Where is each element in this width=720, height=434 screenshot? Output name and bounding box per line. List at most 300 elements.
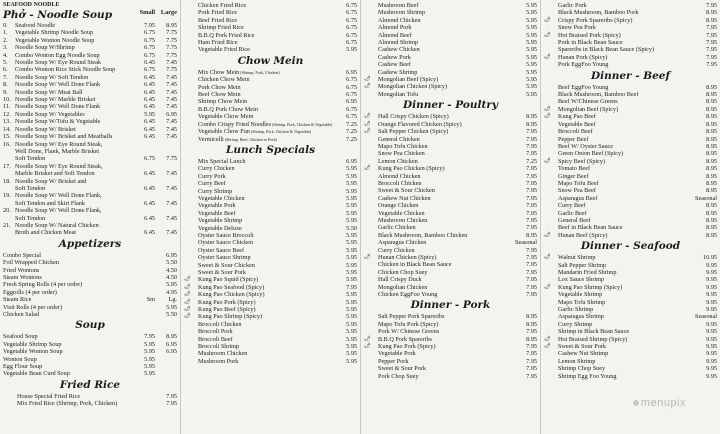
menu-item-price: 6.75 bbox=[346, 2, 357, 9]
spicy-pepper-icon: 🌶 bbox=[364, 166, 371, 172]
menu-item-row bbox=[364, 83, 537, 90]
menu-item-row bbox=[184, 84, 357, 91]
price-small: 6.45 bbox=[144, 118, 155, 126]
menu-item-price: 5.95 bbox=[346, 254, 357, 262]
spacer bbox=[184, 247, 198, 254]
menu-item-price: 10.95 bbox=[703, 254, 717, 262]
menu-item-name: Pepper Beef bbox=[558, 135, 589, 143]
menu-item-price: 5.95 bbox=[346, 231, 357, 239]
menu-item-price: 9.95 bbox=[706, 269, 717, 276]
menu-item-price: 8.95 bbox=[706, 209, 717, 217]
menu-item-price: 7.95 bbox=[706, 24, 717, 32]
menu-item-row bbox=[364, 232, 537, 239]
menu-item-name: B.B.Q Pork Spareribs bbox=[378, 335, 432, 343]
menu-item-row bbox=[544, 165, 717, 172]
pho-item-name: Combo Wonton Rice Stick Noodle Soup bbox=[15, 66, 116, 74]
appetizer-size: Sm bbox=[146, 296, 155, 304]
menu-column-2 bbox=[180, 0, 360, 434]
menu-item-row bbox=[364, 350, 537, 357]
menu-item-price: 5.95 bbox=[346, 261, 357, 269]
menu-item-row bbox=[364, 150, 537, 157]
menu-item-price: 5.50 bbox=[346, 224, 357, 232]
menu-item-name: Almond Beef bbox=[378, 31, 412, 39]
menu-item-name: Salt Pepper Shrimp bbox=[558, 261, 607, 269]
menu-item-name: Chicken Chow Mein bbox=[198, 76, 250, 84]
menu-item-price: 8.95 bbox=[706, 128, 717, 136]
spacer bbox=[544, 313, 558, 320]
menu-item-row bbox=[364, 291, 537, 298]
spicy-pepper-icon: 🌶 bbox=[544, 54, 551, 60]
menu-item-price: Seasonal bbox=[695, 313, 717, 321]
menu-item-name: Kung Pao Pork (Spicy) bbox=[378, 343, 436, 351]
menu-item-row bbox=[544, 343, 717, 350]
dinner-poultry-list bbox=[364, 113, 537, 298]
menu-item-price: 7.25 bbox=[526, 157, 537, 165]
spacer bbox=[184, 225, 198, 232]
menu-item-row bbox=[364, 373, 537, 380]
dinner-beef-list bbox=[544, 84, 717, 240]
menu-item-name: Mongolian Beef (Spicy) bbox=[558, 105, 619, 113]
menu-item-row bbox=[184, 306, 357, 313]
menu-item-row bbox=[364, 76, 537, 83]
spacer bbox=[184, 202, 198, 209]
menu-item-name: Hot Braised Pork (Spicy) bbox=[558, 31, 621, 39]
soup-price-small: 7.95 bbox=[144, 333, 155, 341]
menu-item-name: Green Onion Beef (Spicy) bbox=[558, 150, 624, 158]
spacer bbox=[544, 195, 558, 202]
watermark-logo-icon bbox=[633, 400, 639, 406]
pho-item-row bbox=[3, 229, 177, 236]
menu-item-price: 7.95 bbox=[526, 224, 537, 232]
menu-item-row bbox=[364, 136, 537, 143]
menu-item-price: 7.95 bbox=[526, 261, 537, 269]
menu-item-row bbox=[544, 158, 717, 165]
menu-item-row bbox=[544, 365, 717, 372]
spacer bbox=[364, 217, 378, 224]
spacer bbox=[364, 24, 378, 31]
pho-item-name: Soft Tendon bbox=[15, 155, 46, 163]
menu-item-name: Curry Shrimp bbox=[558, 320, 593, 328]
pho-item-number bbox=[3, 148, 15, 155]
menu-item-name: B.B.Q Pork Chow Mein bbox=[198, 105, 258, 113]
menu-item-name: Chicken Chop Suey bbox=[378, 268, 428, 276]
menu-item-name: Shrimp Egg Foo Young bbox=[558, 372, 617, 380]
menu-item-name: Kung Pao Beef bbox=[558, 113, 596, 121]
menu-item-price: 9.95 bbox=[706, 320, 717, 328]
spacer bbox=[544, 291, 558, 298]
menu-item-price: 6.75 bbox=[346, 83, 357, 91]
menu-item-row bbox=[544, 306, 717, 313]
menu-item-row bbox=[364, 32, 537, 39]
menu-item-price: 6.75 bbox=[346, 9, 357, 17]
menu-item-price: 8.95 bbox=[706, 142, 717, 150]
appetizer-name: Visit Rolls (4 per order) bbox=[3, 303, 63, 311]
menu-item-name: Oyster Sauce Broccoli bbox=[198, 231, 254, 239]
pho-item-row bbox=[3, 163, 177, 170]
spacer bbox=[364, 284, 378, 291]
menu-item-price: 5.95 bbox=[346, 320, 357, 328]
menu-item-price: 9.95 bbox=[706, 283, 717, 291]
spacer bbox=[544, 262, 558, 269]
menu-column-3 bbox=[360, 0, 540, 434]
menu-item-price: 5.95 bbox=[346, 335, 357, 343]
appetizer-row bbox=[3, 296, 177, 303]
spicy-pepper-icon: 🌶 bbox=[364, 255, 371, 260]
pho-item-row bbox=[3, 37, 177, 44]
menu-item-price: 6.75 bbox=[346, 113, 357, 121]
spacer bbox=[184, 254, 198, 261]
appetizer-row bbox=[3, 311, 177, 318]
menu-item-price: 7.95 bbox=[526, 350, 537, 358]
spacer bbox=[184, 17, 198, 24]
menu-item-name: Curry Shrimp bbox=[198, 187, 233, 195]
menu-item-row bbox=[364, 128, 537, 135]
dinner-seafood-list bbox=[544, 254, 717, 380]
pho-header-row bbox=[3, 9, 177, 22]
appetizer-price: 5.95 bbox=[166, 281, 177, 289]
menu-item-name: Cashew Chicken bbox=[378, 46, 420, 54]
menu-item-name: Mapo Tofu Chicken bbox=[378, 142, 428, 150]
spacer bbox=[544, 373, 558, 380]
menu-item-row bbox=[184, 98, 357, 105]
pho-item-name: Noodle Soup W/ Marble Brisket bbox=[15, 96, 96, 104]
menu-item-price: 8.95 bbox=[706, 150, 717, 158]
pho-item-name: Noodle Soup W/ Eye Round Steak, bbox=[15, 140, 103, 148]
menu-item-row bbox=[544, 210, 717, 217]
menu-item-row bbox=[364, 343, 537, 350]
menu-item-name: Orange Chicken bbox=[378, 202, 419, 210]
price-large: 7.45 bbox=[166, 59, 177, 67]
lunch-specials-section-title: Lunch Specials bbox=[225, 143, 316, 156]
menu-item-name: Chicken Fried Rice bbox=[198, 2, 247, 9]
appetizer-name: Foil Wrapped Chicken bbox=[3, 259, 60, 267]
menu-item-price: 5.95 bbox=[346, 246, 357, 254]
menu-item-price: 6.75 bbox=[346, 39, 357, 47]
appetizer-size bbox=[133, 259, 155, 266]
spacer bbox=[364, 180, 378, 187]
price-small bbox=[133, 178, 155, 185]
menu-item-row bbox=[184, 350, 357, 357]
price-small: 6.75 bbox=[144, 155, 155, 163]
menu-item-row bbox=[544, 136, 717, 143]
menu-item-row bbox=[184, 202, 357, 209]
menu-item-name: Shrimp in Black Bean Sauce bbox=[558, 328, 630, 336]
menu-item-price: 7.95 bbox=[526, 135, 537, 143]
menu-item-row bbox=[544, 121, 717, 128]
spacer bbox=[184, 39, 198, 46]
menu-item-row bbox=[184, 336, 357, 343]
pho-item-row bbox=[3, 155, 177, 162]
soup-row bbox=[3, 348, 177, 355]
menu-item-row bbox=[364, 358, 537, 365]
menu-item-price: 5.95 bbox=[526, 31, 537, 39]
menu-item-name: Kung Pao Shrimp (Spicy) bbox=[558, 283, 623, 291]
spicy-pepper-icon: 🌶 bbox=[364, 129, 371, 135]
spicy-pepper-icon: 🌶 bbox=[184, 277, 191, 283]
price-large: 7.45 bbox=[166, 96, 177, 104]
menu-item-row bbox=[184, 269, 357, 276]
menu-item-name: Sweet & Sour Chicken bbox=[378, 187, 435, 195]
price-small bbox=[133, 163, 155, 170]
pho-item-row bbox=[3, 148, 177, 155]
menu-item-name: Mapo Tofu Pork (Spicy) bbox=[378, 320, 439, 328]
soup-name: Seafood Soup bbox=[3, 333, 38, 341]
spicy-pepper-icon: 🌶 bbox=[544, 32, 551, 38]
menu-item-name: Asparagus Beef bbox=[558, 194, 598, 202]
menu-item-name: Asparagus Shrimp bbox=[558, 313, 604, 321]
spicy-pepper-icon: 🌶 bbox=[184, 292, 191, 298]
menu-item-row bbox=[364, 39, 537, 46]
menu-item-price: 9.95 bbox=[706, 276, 717, 284]
appetizer-name: Chicken Salad bbox=[3, 311, 39, 319]
pho-item-number: 3. bbox=[3, 44, 8, 52]
spacer bbox=[544, 9, 558, 16]
menu-item-row bbox=[184, 210, 357, 217]
spacer bbox=[364, 291, 378, 298]
appetizer-size bbox=[133, 267, 155, 274]
menu-item-row bbox=[364, 254, 537, 261]
menu-item-row bbox=[184, 158, 357, 165]
menu-item-row bbox=[544, 202, 717, 209]
menu-item-name: Broccoli Shrimp bbox=[198, 343, 240, 351]
spacer bbox=[364, 187, 378, 194]
pho-item-row bbox=[3, 178, 177, 185]
menu-item-price: 7.95 bbox=[526, 276, 537, 284]
pho-item-row bbox=[3, 89, 177, 96]
soup-price-small: 5.95 bbox=[144, 340, 155, 348]
menu-item-name: Walnut Shrimp bbox=[558, 254, 596, 262]
pho-item-number: 21. bbox=[3, 221, 11, 229]
menu-item-price: 7.95 bbox=[526, 365, 537, 373]
menu-item-name: Shrimp Chow Mein bbox=[198, 98, 248, 106]
appetizer-row bbox=[3, 252, 177, 259]
menu-item-name: Lox Sauce Shrimp bbox=[558, 276, 605, 284]
appetizers-section-title: Appetizers bbox=[58, 237, 122, 250]
menu-item-row bbox=[544, 321, 717, 328]
menu-item-name: Hall Crispy Duck bbox=[378, 276, 422, 284]
menu-item-row bbox=[364, 143, 537, 150]
menu-item-name: Mix Chow Mein (Shrimp, Pork, Chicken) bbox=[198, 68, 280, 76]
spacer bbox=[184, 24, 198, 31]
pho-item-name: Vegetable Wonton Noodle Soup bbox=[15, 36, 95, 44]
spacer bbox=[364, 202, 378, 209]
menu-item-price: 7.95 bbox=[706, 2, 717, 9]
menu-item-row bbox=[3, 393, 177, 400]
menu-item-price: 7.95 bbox=[526, 291, 537, 299]
menu-item-price: 7.95 bbox=[706, 53, 717, 61]
price-large: 7.45 bbox=[166, 88, 177, 96]
menu-item-row bbox=[364, 202, 537, 209]
menu-item-price: 7.25 bbox=[346, 128, 357, 136]
menu-item-row bbox=[184, 358, 357, 365]
appetizer-price: 5.50 bbox=[166, 259, 177, 267]
menu-item-row bbox=[364, 187, 537, 194]
menu-item-row bbox=[184, 91, 357, 98]
menu-item-name: Curry Beef bbox=[558, 202, 586, 210]
menu-item-price: 7.95 bbox=[526, 254, 537, 261]
seafood-noodle-heading: SEAFOOD NOODLE bbox=[3, 2, 60, 8]
pho-item-name: Vegetable Shrimp Noodle Soup bbox=[15, 29, 94, 37]
menu-item-name: Chicken in Black Bean Sauce bbox=[378, 261, 452, 269]
menu-item-price: 8.95 bbox=[706, 224, 717, 232]
lunch-specials-list bbox=[184, 158, 357, 365]
menu-item-name: Pork Chop Suey bbox=[378, 372, 419, 380]
appetizer-row bbox=[3, 267, 177, 274]
menu-item-row bbox=[544, 98, 717, 105]
spacer bbox=[544, 210, 558, 217]
price-small bbox=[133, 141, 155, 148]
menu-item-name: Spareribs in Black Bean Sauce (Spicy) bbox=[558, 46, 655, 54]
menu-item-name: Shrimp Chop Suey bbox=[558, 365, 606, 373]
menu-item-price: 7.95 bbox=[526, 165, 537, 173]
pho-item-row bbox=[3, 215, 177, 222]
spacer bbox=[544, 173, 558, 180]
menu-item-name: Oyster Sauce Shrimp bbox=[198, 254, 251, 262]
appetizer-name: Fresh Spring Rolls (4 per order) bbox=[3, 281, 83, 289]
menu-item-price: 8.95 bbox=[706, 16, 717, 24]
menu-item-row bbox=[184, 32, 357, 39]
spicy-pepper-icon: 🌶 bbox=[184, 299, 191, 305]
pho-item-number: 2. bbox=[3, 36, 8, 44]
menu-item-row bbox=[544, 254, 717, 261]
price-large: 7.45 bbox=[166, 103, 177, 111]
menu-item-row bbox=[364, 121, 537, 128]
menu-item-price: 8.95 bbox=[706, 165, 717, 173]
menu-item-price: 6.75 bbox=[346, 105, 357, 113]
menu-item-name: Mix Special Lunch bbox=[198, 157, 246, 165]
price-large: 7.75 bbox=[166, 66, 177, 74]
menu-item-price: 7.95 bbox=[526, 128, 537, 136]
spacer bbox=[544, 165, 558, 172]
menu-item-row bbox=[184, 165, 357, 172]
price-large: 7.45 bbox=[166, 81, 177, 89]
menu-item-price: 5.95 bbox=[346, 276, 357, 284]
menu-item-row bbox=[544, 328, 717, 335]
appetizer-price: 5.50 bbox=[166, 311, 177, 319]
price-large: 7.45 bbox=[166, 199, 177, 207]
spacer bbox=[544, 180, 558, 187]
watermark-text: menupix bbox=[640, 397, 686, 409]
menu-item-price: 9.95 bbox=[706, 343, 717, 351]
pho-item-row bbox=[3, 59, 177, 66]
appetizer-size bbox=[133, 281, 155, 288]
spacer bbox=[184, 180, 198, 187]
menu-item-name: Almond Shrimp bbox=[378, 39, 419, 47]
pho-item-number: 9. bbox=[3, 88, 8, 96]
appetizer-price: 6.95 bbox=[166, 251, 177, 259]
menu-item-name: Salt Pepper Pork Spareribs bbox=[378, 313, 445, 321]
menu-item-name: Sweet & Sour Pork bbox=[198, 269, 246, 276]
spacer bbox=[184, 336, 198, 343]
spacer bbox=[364, 365, 378, 372]
pho-item-number bbox=[3, 200, 15, 207]
pho-item-number bbox=[3, 229, 15, 236]
pho-item-name: Noodle Soup W/ Meat Ball bbox=[15, 88, 83, 96]
spacer bbox=[364, 2, 378, 9]
pho-item-name: Noodle Soup W/ Well Done Flank, bbox=[15, 207, 102, 215]
menu-item-price: 6.95 bbox=[346, 157, 357, 165]
appetizer-price: 4.95 bbox=[166, 288, 177, 296]
menu-item-price: 5.95 bbox=[526, 61, 537, 69]
menu-item-name: Cashew Nut Shrimp bbox=[558, 350, 609, 358]
menu-item-row bbox=[184, 121, 357, 128]
menu-item-name: Almond Chicken bbox=[378, 172, 421, 180]
menu-item-price: 5.95 bbox=[346, 194, 357, 202]
menu-item-price: 8.95 bbox=[706, 83, 717, 91]
menu-item-name: Asparagus Chicken bbox=[378, 239, 427, 247]
menu-item-row bbox=[544, 187, 717, 194]
menu-item-price: 5.95 bbox=[346, 46, 357, 54]
spacer bbox=[364, 69, 378, 76]
menu-item-price: 5.95 bbox=[346, 202, 357, 210]
menu-item-price: 5.95 bbox=[346, 165, 357, 173]
menu-item-price: 5.95 bbox=[526, 39, 537, 47]
price-small: 6.45 bbox=[144, 88, 155, 96]
menu-item-name: Kung Pao Beef (Spicy) bbox=[198, 306, 256, 314]
pho-item-number: 13. bbox=[3, 118, 11, 126]
spacer bbox=[184, 239, 198, 246]
menu-item-name: Snow Pea Chicken bbox=[378, 150, 425, 158]
menu-item-row bbox=[544, 32, 717, 39]
menu-item-row bbox=[364, 9, 537, 16]
menu-item-row bbox=[184, 76, 357, 83]
menu-item-price: 5.95 bbox=[526, 68, 537, 76]
price-large: 8.95 bbox=[166, 22, 177, 29]
menu-item-price: 7.95 bbox=[526, 187, 537, 195]
menu-item-price: 5.95 bbox=[526, 46, 537, 54]
price-large bbox=[155, 222, 177, 229]
pho-item-number: 4. bbox=[3, 51, 8, 59]
pho-item-name: Noodle Soup W/ Brisket bbox=[15, 125, 76, 133]
menu-item-row bbox=[364, 328, 537, 335]
spicy-pepper-icon: 🌶 bbox=[364, 344, 371, 350]
pho-item-row bbox=[3, 52, 177, 59]
menu-item-name: Black Mushroom, Bamboo Pork bbox=[558, 9, 639, 17]
spacer bbox=[184, 195, 198, 202]
menu-item-price: 5.95 bbox=[346, 343, 357, 351]
menu-item-name: Spicy Beef (Spicy) bbox=[558, 157, 606, 165]
soup-name: Wonton Soup bbox=[3, 355, 37, 363]
menu-item-name: Snow Pea Pork bbox=[558, 24, 596, 32]
menu-item-row bbox=[184, 9, 357, 16]
menu-item-row bbox=[544, 284, 717, 291]
menu-item-row bbox=[364, 284, 537, 291]
menu-item-row bbox=[364, 239, 537, 246]
menu-item-name: Kung Pao Chicken (Spicy) bbox=[198, 291, 265, 299]
soup-section-title: Soup bbox=[75, 319, 105, 332]
menu-item-row bbox=[184, 128, 357, 135]
pho-item-row bbox=[3, 29, 177, 36]
pho-item-row bbox=[3, 133, 177, 140]
menu-item-row bbox=[544, 313, 717, 320]
spicy-pepper-icon: 🌶 bbox=[184, 307, 191, 313]
menu-item-name: Hall Crispy Chicken (Spicy) bbox=[378, 113, 449, 121]
soup-price-large bbox=[155, 356, 177, 363]
menu-item-row bbox=[544, 9, 717, 16]
price-small: 6.45 bbox=[144, 199, 155, 207]
appetizer-name: Steam Wontons bbox=[3, 274, 42, 281]
size-small-label: Small bbox=[139, 9, 155, 16]
menu-item-row bbox=[184, 321, 357, 328]
menu-item-price: 5.95 bbox=[346, 328, 357, 336]
pho-item-number: 15. bbox=[3, 133, 11, 141]
menu-item-price: 9.95 bbox=[706, 365, 717, 373]
menu-item-price: 7.95 bbox=[526, 202, 537, 210]
pho-item-name: Soft Tendon and Skirt Flank bbox=[15, 199, 85, 207]
menu-item-price: 6.75 bbox=[346, 16, 357, 24]
menu-item-price: 9.95 bbox=[706, 328, 717, 336]
menu-item-name: Kung Pao Chicken (Spicy) bbox=[378, 165, 445, 173]
